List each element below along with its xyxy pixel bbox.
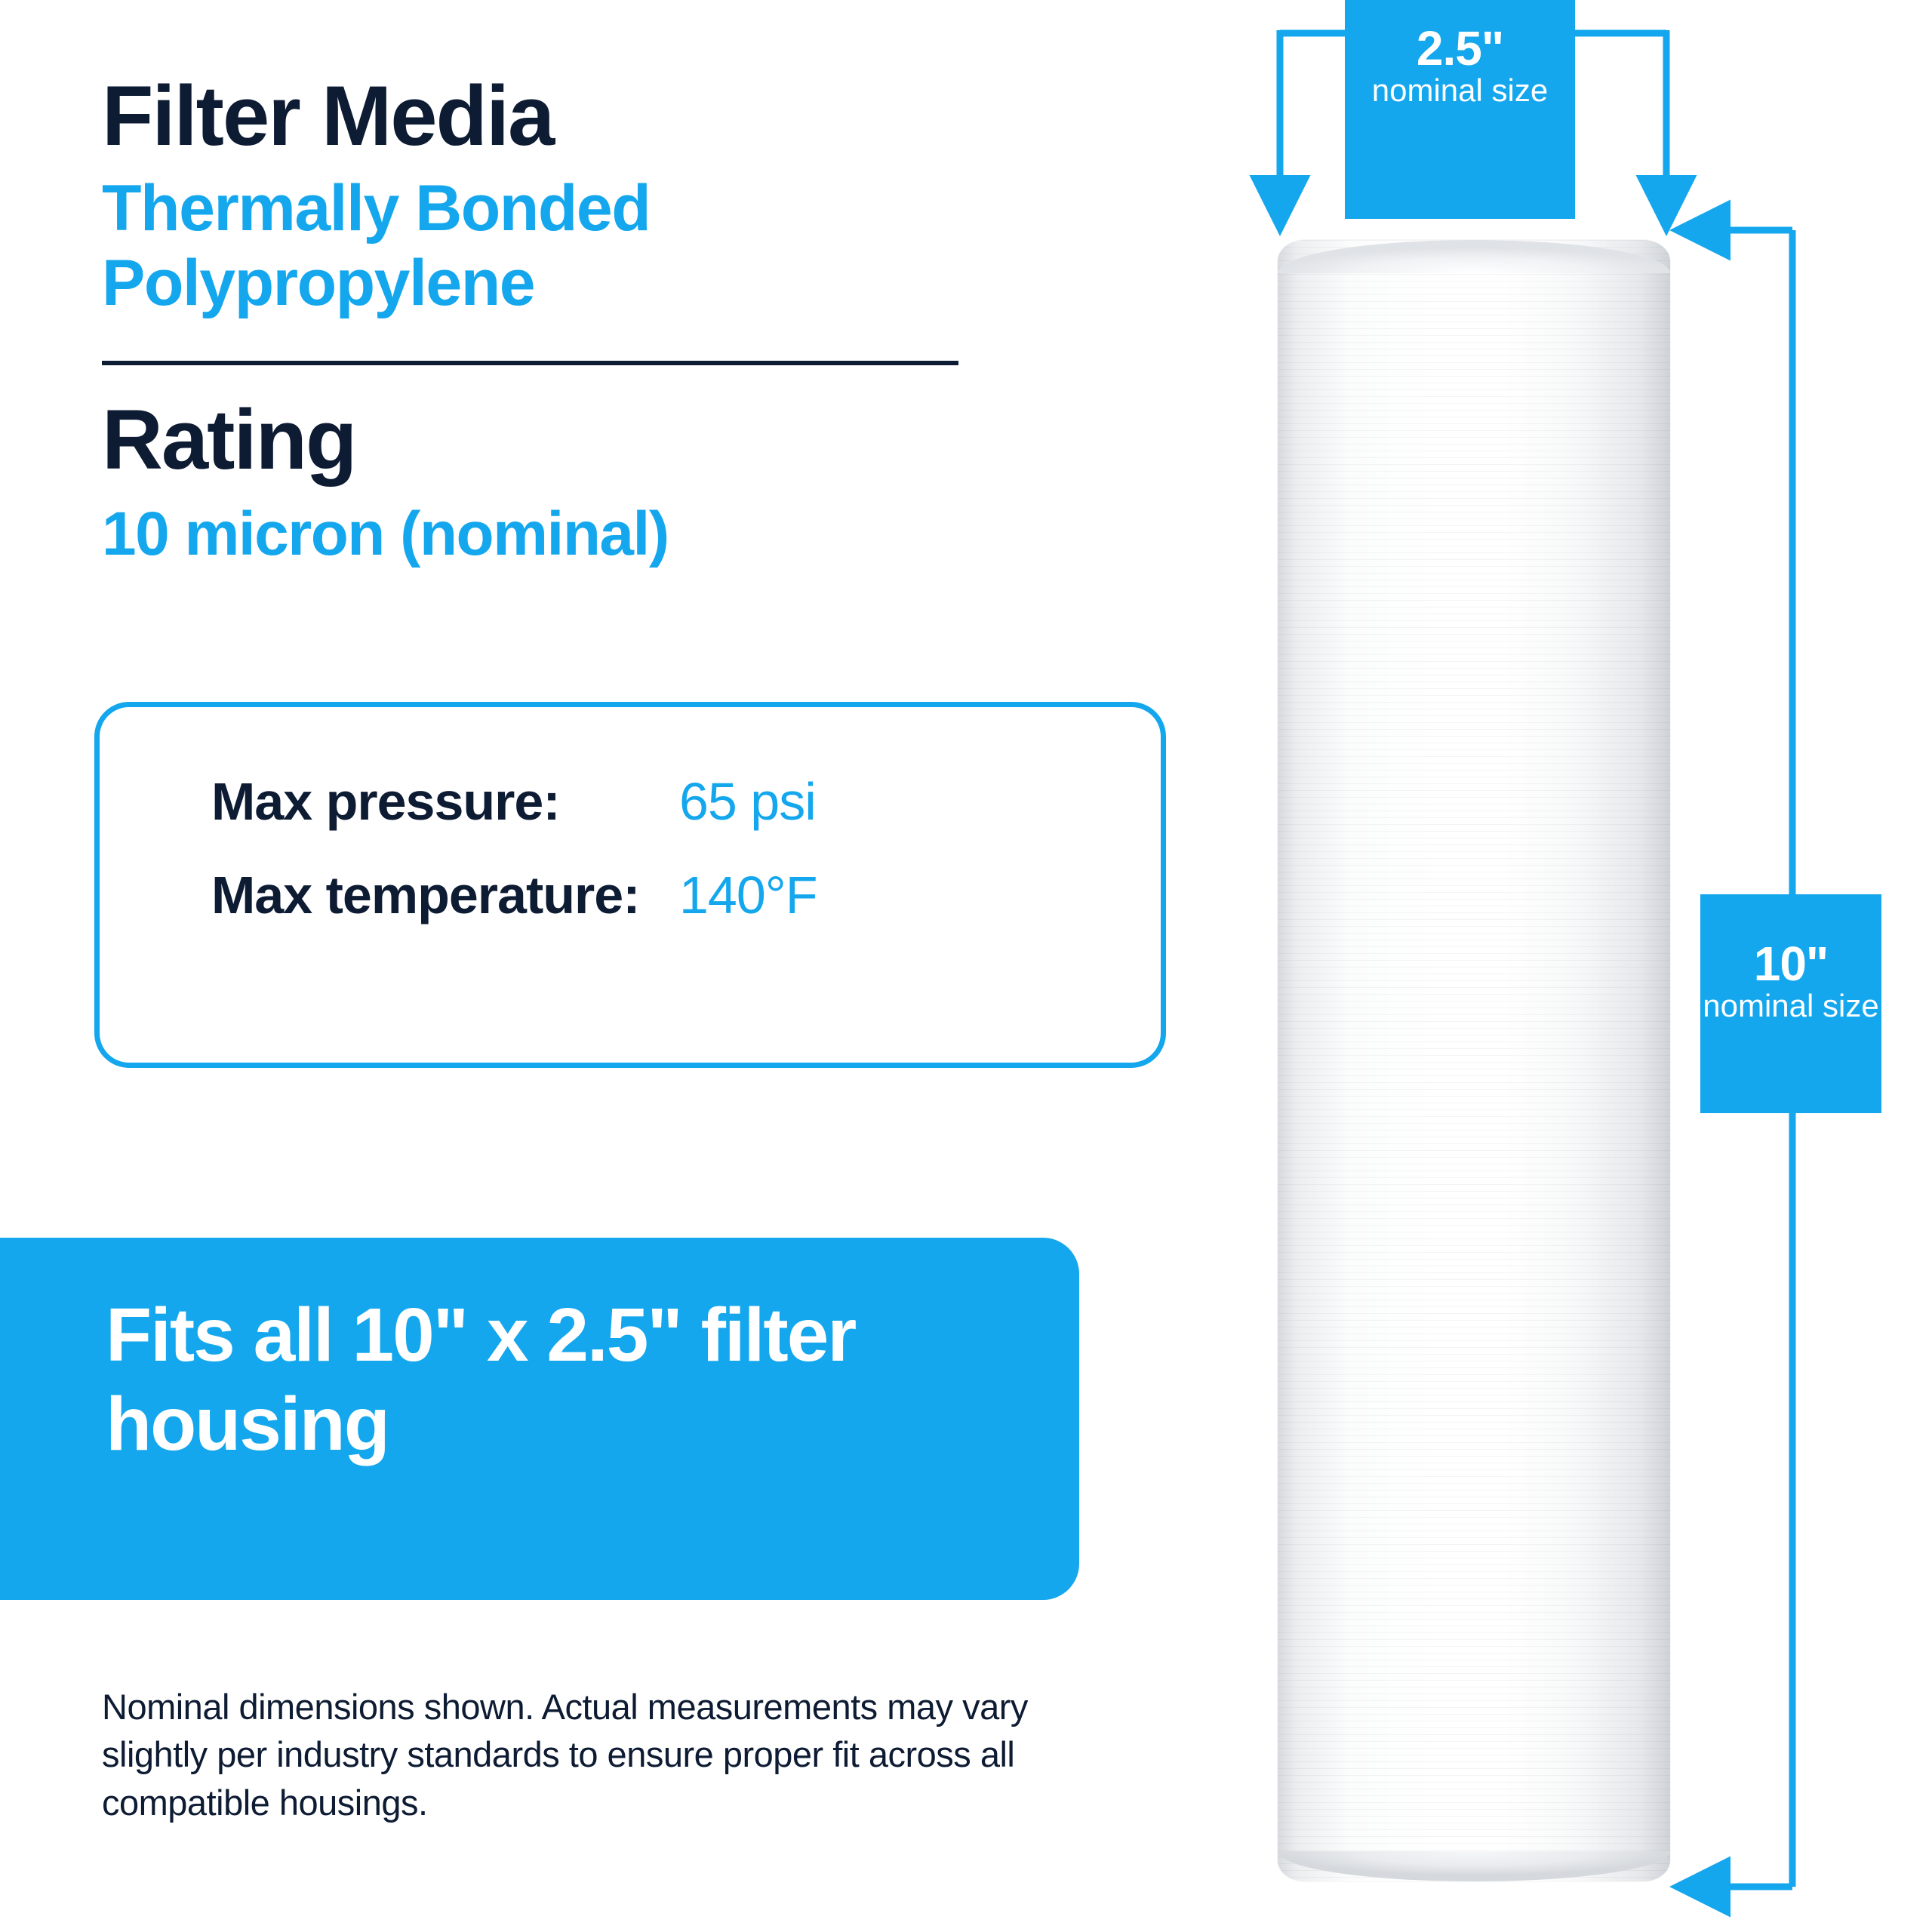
rating-value: 10 micron (nominal) <box>102 499 669 568</box>
height-callout-value: 10" <box>1753 937 1829 991</box>
max-temperature-label: Max temperature: <box>211 866 640 924</box>
spec-text-column <box>102 69 1083 570</box>
max-pressure-value: 65 psi <box>679 772 816 831</box>
rating-heading: Rating <box>102 392 356 488</box>
spec-row-max-temperature <box>211 865 1072 925</box>
section-divider <box>102 361 958 365</box>
fits-housing-text: Fits all 10" x 2.5" filter housing <box>106 1293 856 1466</box>
max-temperature-value: 140°F <box>679 866 817 924</box>
dimensions-footnote: Nominal dimensions shown. Actual measurements may vary slightly per industry standards to ensure proper fit across all compatible housings. <box>102 1687 1028 1823</box>
spec-rows <box>211 771 1072 958</box>
spec-row-max-pressure <box>211 771 1072 832</box>
width-callout-value: 2.5" <box>1416 21 1504 75</box>
height-callout-badge <box>1700 894 1881 1113</box>
width-callout-caption: nominal size <box>1371 72 1549 108</box>
fits-housing-banner <box>0 1238 1079 1600</box>
cartridge-top-cap <box>1278 240 1670 273</box>
height-callout-caption: nominal size <box>1703 988 1879 1023</box>
cartridge-bottom-cap <box>1278 1851 1670 1881</box>
width-callout-badge <box>1345 0 1575 219</box>
filter-cartridge-image <box>1278 240 1670 1881</box>
spec-card <box>94 702 1166 1068</box>
filter-media-heading: Filter Media <box>102 69 554 163</box>
filter-media-value: Thermally Bonded Polypropylene <box>102 171 651 320</box>
product-image-area <box>1155 0 1932 1932</box>
max-pressure-label: Max pressure: <box>211 772 560 831</box>
